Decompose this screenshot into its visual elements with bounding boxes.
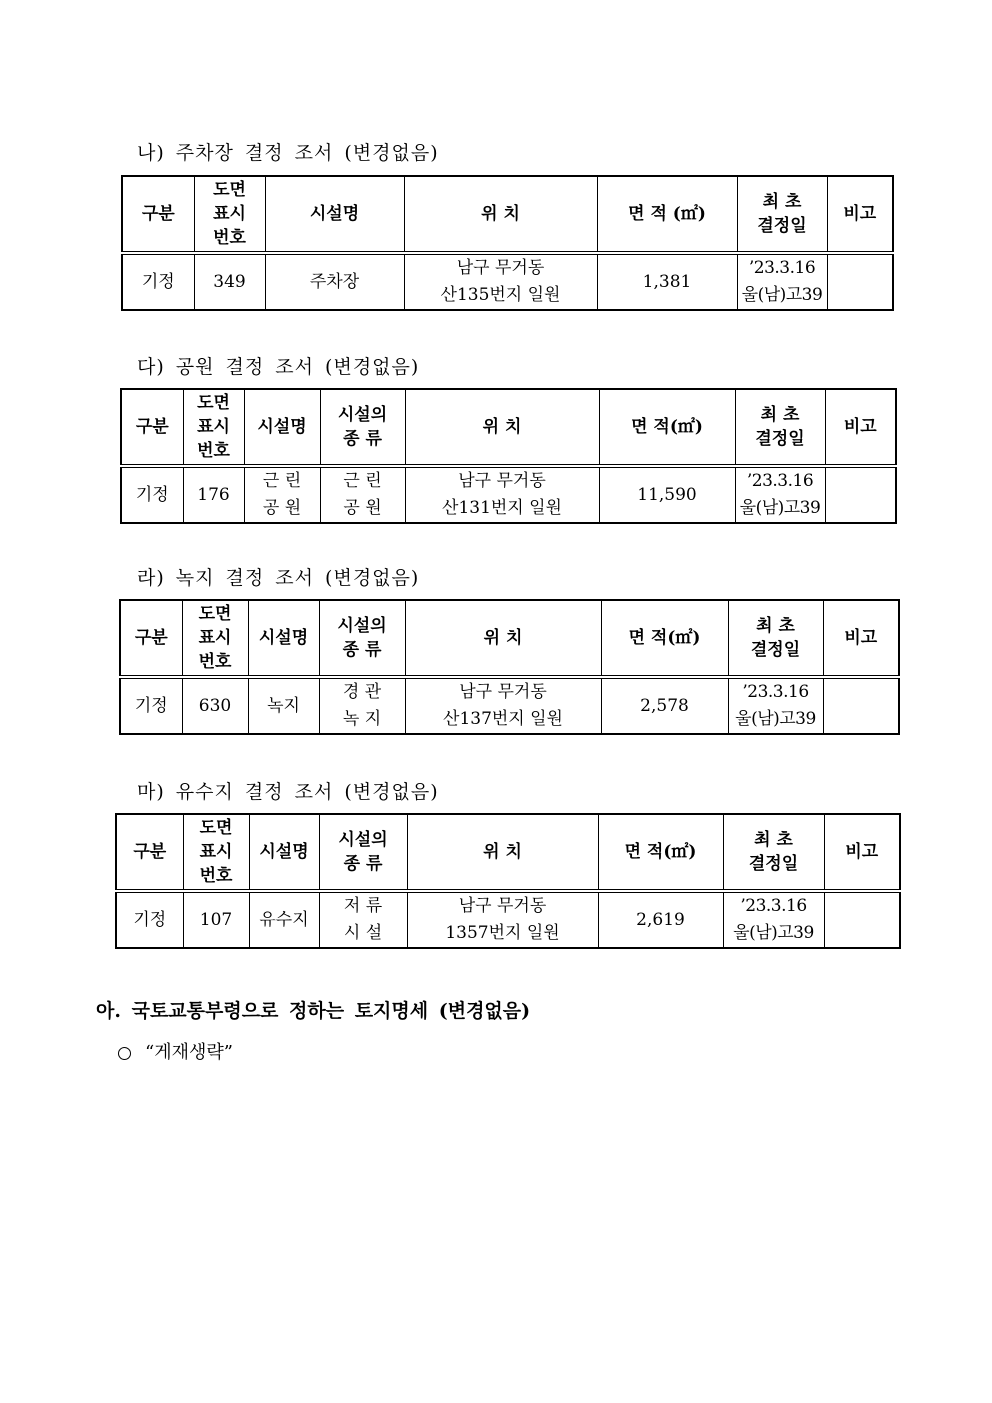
table-cell: 1,381 xyxy=(597,253,737,310)
table-cell: 2,578 xyxy=(601,677,728,734)
table-cell: ’23.3.16 울(남)고39 xyxy=(728,677,823,734)
table-cell: ’23.3.16 울(남)고39 xyxy=(737,253,827,310)
table-cell: ’23.3.16 울(남)고39 xyxy=(723,891,824,948)
column-header: 구분 xyxy=(116,814,183,891)
column-header: 구분 xyxy=(122,176,194,253)
table-header-row xyxy=(116,814,900,891)
table-cell: 저 류 시 설 xyxy=(319,891,407,948)
parking-table-caption: 나) 주차장 결정 조서 (변경없음) xyxy=(137,142,439,164)
green-area-table-caption: 라) 녹지 결정 조서 (변경없음) xyxy=(137,567,420,589)
table-cell: 기정 xyxy=(120,677,182,734)
table-cell: 주차장 xyxy=(265,253,404,310)
table-header-row xyxy=(122,176,893,253)
column-header: 최 초 결정일 xyxy=(737,176,827,253)
column-header: 면 적(㎡) xyxy=(601,600,728,677)
table-cell: 107 xyxy=(183,891,249,948)
table-cell: 기정 xyxy=(121,466,183,523)
table-header-row xyxy=(121,389,896,466)
column-header: 비고 xyxy=(825,389,896,466)
table-cell: 176 xyxy=(183,466,244,523)
retention-basin-table xyxy=(115,813,901,949)
table-cell: 남구 무거동 산135번지 일원 xyxy=(404,253,597,310)
column-header: 위 치 xyxy=(407,814,598,891)
column-header: 시설의 종 류 xyxy=(320,389,405,466)
column-header: 위 치 xyxy=(405,600,601,677)
table-cell: 유수지 xyxy=(249,891,319,948)
table-header-row xyxy=(120,600,899,677)
table-cell: 경 관 녹 지 xyxy=(319,677,405,734)
table-cell: 11,590 xyxy=(599,466,735,523)
column-header: 최 초 결정일 xyxy=(723,814,824,891)
table-cell: ’23.3.16 울(남)고39 xyxy=(735,466,825,523)
column-header: 시설명 xyxy=(249,814,319,891)
table-cell: 기정 xyxy=(116,891,183,948)
green-area-table xyxy=(119,599,900,735)
column-header: 도면 표시 번호 xyxy=(194,176,265,253)
column-header: 구분 xyxy=(120,600,182,677)
column-header: 최 초 결정일 xyxy=(728,600,823,677)
column-header: 도면 표시 번호 xyxy=(182,600,248,677)
table-cell: 남구 무거동 1357번지 일원 xyxy=(407,891,598,948)
parking-table xyxy=(121,175,894,311)
table-cell: 근 린 공 원 xyxy=(320,466,405,523)
circle-bullet-icon xyxy=(118,1047,131,1060)
column-header: 위 치 xyxy=(404,176,597,253)
column-header: 시설의 종 류 xyxy=(319,600,405,677)
table-cell: 630 xyxy=(182,677,248,734)
column-header: 비고 xyxy=(827,176,893,253)
column-header: 위 치 xyxy=(405,389,599,466)
table-cell: 남구 무거동 산131번지 일원 xyxy=(405,466,599,523)
table-row xyxy=(121,466,896,523)
table-cell: 기정 xyxy=(122,253,194,310)
bullet-item xyxy=(118,1038,233,1064)
park-table xyxy=(120,388,897,524)
column-header: 구분 xyxy=(121,389,183,466)
column-header: 최 초 결정일 xyxy=(735,389,825,466)
column-header: 도면 표시 번호 xyxy=(183,814,249,891)
table-row xyxy=(120,677,899,734)
column-header: 시설명 xyxy=(244,389,320,466)
section-heading: 아. 국토교통부령으로 정하는 토지명세 (변경없음) xyxy=(96,1000,531,1022)
table-cell: 녹지 xyxy=(248,677,319,734)
column-header: 시설의 종 류 xyxy=(319,814,407,891)
table-cell xyxy=(825,466,896,523)
table-cell: 349 xyxy=(194,253,265,310)
column-header: 면 적(㎡) xyxy=(599,389,735,466)
table-cell xyxy=(823,677,899,734)
column-header: 비고 xyxy=(823,600,899,677)
table-row xyxy=(116,891,900,948)
retention-basin-table-caption: 마) 유수지 결정 조서 (변경없음) xyxy=(137,781,439,803)
bullet-text: “게재생략” xyxy=(145,1042,233,1063)
column-header: 면 적(㎡) xyxy=(598,814,723,891)
column-header: 면 적 (㎡) xyxy=(597,176,737,253)
column-header: 시설명 xyxy=(248,600,319,677)
table-row xyxy=(122,253,893,310)
table-cell: 남구 무거동 산137번지 일원 xyxy=(405,677,601,734)
column-header: 비고 xyxy=(824,814,900,891)
table-cell: 근 린 공 원 xyxy=(244,466,320,523)
table-cell xyxy=(827,253,893,310)
column-header: 시설명 xyxy=(265,176,404,253)
table-cell xyxy=(824,891,900,948)
column-header: 도면 표시 번호 xyxy=(183,389,244,466)
park-table-caption: 다) 공원 결정 조서 (변경없음) xyxy=(137,356,420,378)
table-cell: 2,619 xyxy=(598,891,723,948)
